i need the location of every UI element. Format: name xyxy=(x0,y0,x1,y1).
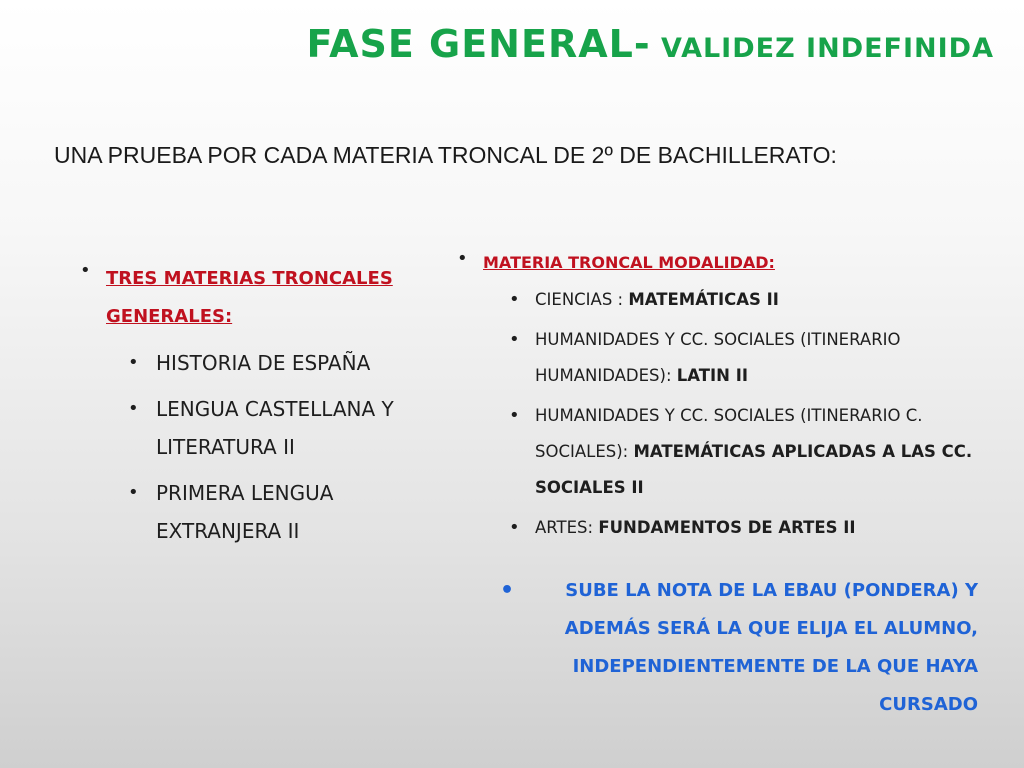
note-block xyxy=(500,572,978,724)
item-prefix: HUMANIDADES Y CC. SOCIALES (ITINERARIO C. SOCIALES): xyxy=(535,406,923,461)
right-column xyxy=(457,248,987,550)
item-prefix: ARTES: xyxy=(535,518,599,537)
title-rest: VALIDEZ INDEFINIDA xyxy=(650,33,994,64)
page-title xyxy=(306,22,994,66)
left-column xyxy=(80,260,440,558)
note-text: SUBE LA NOTA DE LA EBAU (PONDERA) Y ADEMÁS SERÁ LA QUE ELIJA EL ALUMNO, INDEPENDIENTEMENTE DE LA QUE HAYA CURSADO xyxy=(564,580,978,715)
right-heading: MATERIA TRONCAL MODALIDAD xyxy=(483,253,769,272)
list-item: • HISTORIA DE ESPAÑA xyxy=(128,344,440,382)
right-subject-list xyxy=(509,282,987,546)
item-subject: MATEMÁTICAS II xyxy=(628,290,779,309)
list-item xyxy=(509,282,987,318)
item-prefix: CIENCIAS : xyxy=(535,290,629,309)
item-prefix: HUMANIDADES Y CC. SOCIALES (ITINERARIO HUMANIDADES): xyxy=(535,330,901,385)
right-heading-colon: : xyxy=(768,253,775,272)
right-heading-item xyxy=(457,248,987,278)
note-item xyxy=(500,572,978,724)
item-subject: FUNDAMENTOS DE ARTES II xyxy=(598,518,856,537)
list-item: • PRIMERA LENGUA EXTRANJERA II xyxy=(128,474,440,550)
left-heading-colon: : xyxy=(224,306,233,327)
left-subject-list xyxy=(128,344,440,550)
item-subject: MATEMÁTICAS APLICADAS A LAS CC. SOCIALES II xyxy=(535,442,973,497)
title-main: FASE GENERAL- xyxy=(306,22,651,66)
list-item xyxy=(509,510,987,546)
item-subject: LATIN II xyxy=(676,366,748,385)
left-heading-item xyxy=(80,260,440,336)
subtitle: UNA PRUEBA POR CADA MATERIA TRONCAL DE 2º DE BACHILLERATO: xyxy=(54,142,837,168)
list-item xyxy=(509,398,987,506)
list-item: • LENGUA CASTELLANA Y LITERATURA II xyxy=(128,390,440,466)
left-heading: TRES MATERIAS TRONCALES GENERALES xyxy=(106,268,393,327)
list-item xyxy=(509,322,987,394)
